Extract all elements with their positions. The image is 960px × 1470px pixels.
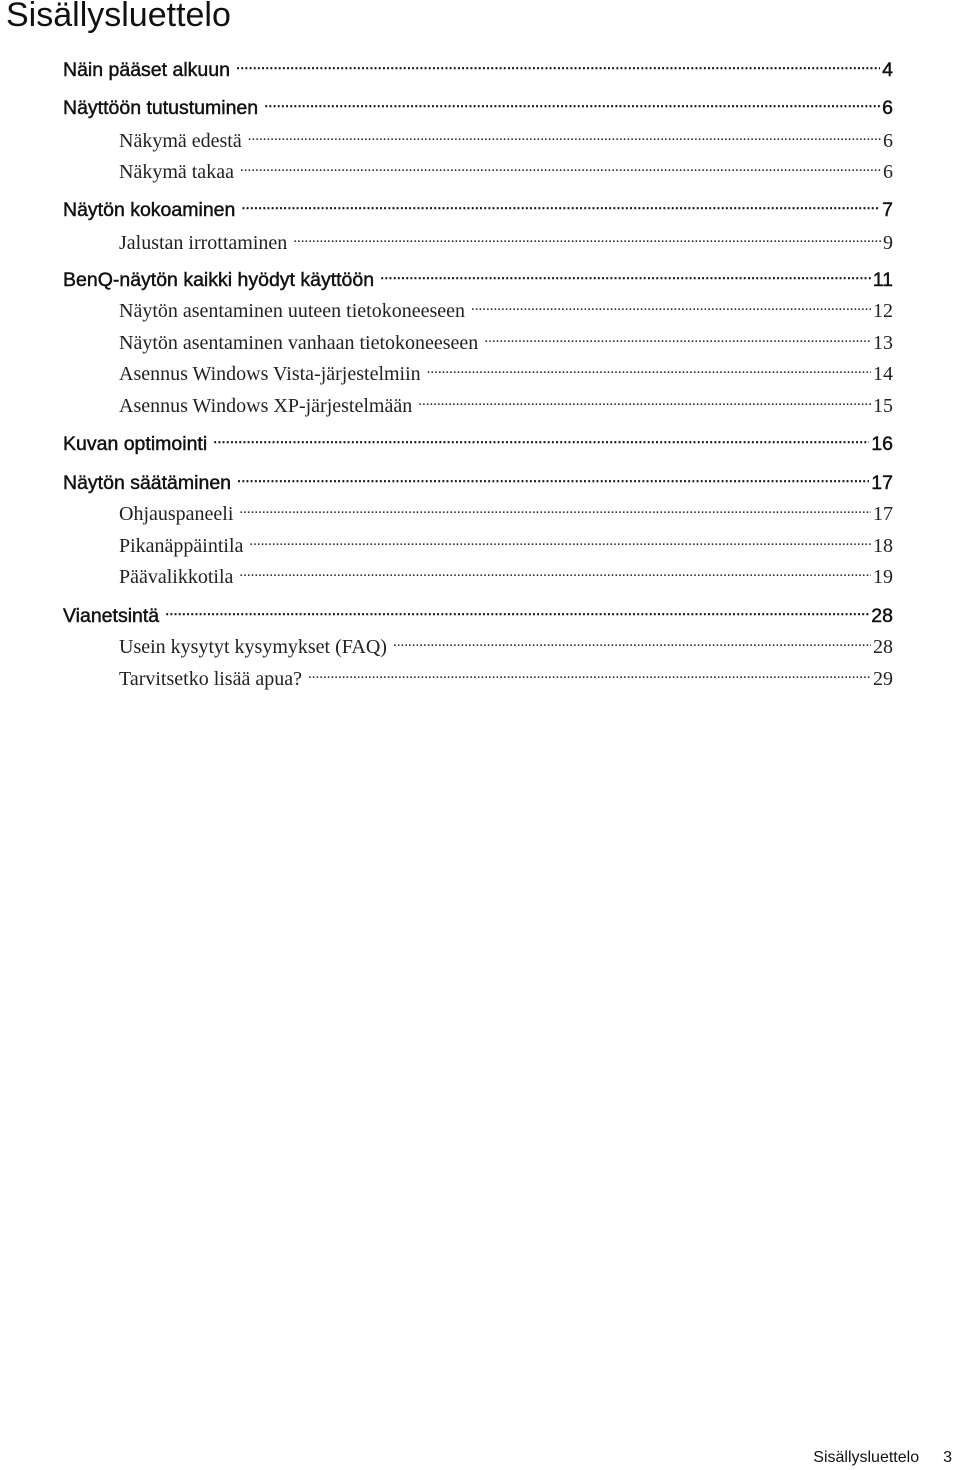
dot-leader	[264, 94, 880, 114]
toc-entry-title: BenQ-näytön kaikki hyödyt käyttöön	[63, 268, 375, 291]
toc-entry-title: Näyttöön tutustuminen	[63, 96, 259, 119]
footer-section-name: Sisällysluettelo	[813, 1449, 920, 1466]
dot-leader	[293, 229, 881, 249]
toc-entry-title: Näytön asentaminen uuteen tietokoneeseen	[119, 300, 465, 322]
toc-entry[interactable]	[63, 196, 893, 223]
toc-entry[interactable]	[63, 266, 893, 293]
toc-entry-title: Asennus Windows XP-järjestelmään	[119, 395, 413, 417]
toc-entry-title: Jalustan irrottaminen	[119, 232, 288, 254]
toc-entry-page-number: 11	[872, 268, 893, 291]
dot-leader	[393, 633, 871, 653]
dot-leader	[165, 602, 869, 622]
toc-entry[interactable]	[119, 633, 893, 660]
toc-entry-page-number: 15	[873, 395, 893, 417]
toc-entry[interactable]	[119, 665, 893, 692]
toc-entry-title: Ohjauspaneeli	[119, 503, 234, 525]
toc-entry[interactable]	[63, 602, 893, 629]
dot-leader	[471, 297, 871, 317]
toc-entry[interactable]	[63, 94, 893, 121]
dot-leader	[241, 196, 880, 216]
toc-entry-page-number: 4	[882, 58, 893, 81]
toc-entry-title: Vianetsintä	[63, 604, 160, 627]
toc-entry-page-number: 18	[873, 535, 893, 557]
toc-entry[interactable]	[63, 469, 893, 496]
toc-entry-title: Tarvitsetko lisää apua?	[119, 668, 302, 690]
toc-entry[interactable]	[119, 563, 893, 590]
page-footer	[813, 1449, 952, 1467]
page-title: Sisällysluettelo	[6, 0, 231, 34]
dot-leader	[236, 56, 880, 76]
toc-entry[interactable]	[63, 430, 893, 457]
dot-leader	[427, 360, 871, 380]
toc-entry-page-number: 13	[873, 332, 893, 354]
dot-leader	[248, 127, 881, 147]
toc-entry-page-number: 9	[883, 232, 893, 254]
dot-leader	[240, 158, 881, 178]
toc-entry-title: Asennus Windows Vista-järjestelmiin	[119, 363, 421, 385]
toc-entry-page-number: 29	[873, 668, 893, 690]
toc-entry-title: Usein kysytyt kysymykset (FAQ)	[119, 636, 387, 658]
toc-entry[interactable]	[119, 229, 893, 256]
toc-entry-page-number: 17	[873, 503, 893, 525]
toc-entry-title: Pikanäppäintila	[119, 535, 244, 557]
toc-entry[interactable]	[119, 297, 893, 324]
toc-entry[interactable]	[63, 56, 893, 83]
footer-page-number: 3	[943, 1449, 952, 1466]
toc-entry[interactable]	[119, 158, 893, 185]
dot-leader	[418, 392, 871, 412]
dot-leader	[484, 329, 871, 349]
dot-leader	[213, 430, 869, 450]
dot-leader	[239, 500, 871, 520]
toc-entry-page-number: 7	[882, 198, 893, 221]
toc-entry-page-number: 28	[871, 604, 893, 627]
toc-entry-page-number: 6	[882, 96, 893, 119]
dot-leader	[249, 532, 871, 552]
toc-entry[interactable]	[119, 500, 893, 527]
dot-leader	[239, 563, 871, 583]
toc-entry[interactable]	[119, 127, 893, 154]
toc-entry-page-number: 16	[871, 432, 893, 455]
toc-entry-page-number: 19	[873, 566, 893, 588]
dot-leader	[237, 469, 869, 489]
toc-entry-title: Päävalikkotila	[119, 566, 234, 588]
toc-entry-title: Näytön kokoaminen	[63, 198, 236, 221]
toc-entry[interactable]	[119, 329, 893, 356]
toc-entry[interactable]	[119, 532, 893, 559]
toc-entry-title: Näin pääset alkuun	[63, 58, 230, 81]
toc-entry-page-number: 6	[883, 130, 893, 152]
toc-entry-title: Näkymä edestä	[119, 130, 242, 152]
dot-leader	[308, 665, 871, 685]
toc-entry-page-number: 14	[873, 363, 893, 385]
toc-entry[interactable]	[119, 392, 893, 419]
toc-entry-page-number: 6	[883, 161, 893, 183]
toc-entry-title: Näytön säätäminen	[63, 471, 232, 494]
toc-entry-page-number: 28	[873, 636, 893, 658]
toc-entry-title: Näkymä takaa	[119, 161, 234, 183]
toc-entry-page-number: 17	[871, 471, 893, 494]
toc-entry[interactable]	[119, 360, 893, 387]
toc-entry-title: Kuvan optimointi	[63, 432, 208, 455]
dot-leader	[380, 266, 871, 286]
toc-entry-title: Näytön asentaminen vanhaan tietokoneeseen	[119, 332, 479, 354]
toc-entry-page-number: 12	[873, 300, 893, 322]
